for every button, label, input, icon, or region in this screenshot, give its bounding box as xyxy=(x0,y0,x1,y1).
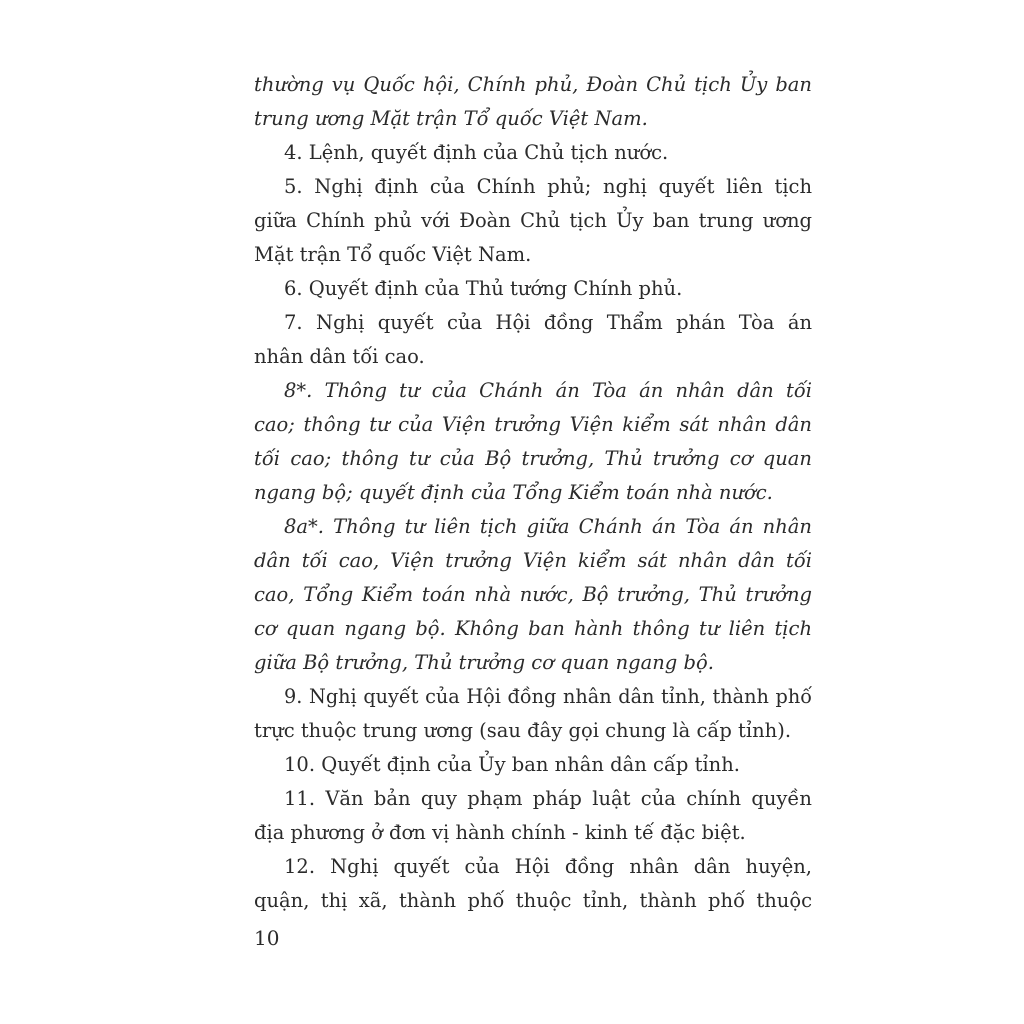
text-line: 8a*. Thông tư liên tịch giữa Chánh án Tòa án nhân xyxy=(284,515,812,538)
text-line: 5. Nghị định của Chính phủ; nghị quyết liên tịch xyxy=(284,175,812,198)
text-line: quận, thị xã, thành phố thuộc tỉnh, thành phố thuộc xyxy=(254,889,812,912)
text-line: tối cao; thông tư của Bộ trưởng, Thủ trưởng cơ quan xyxy=(254,447,812,470)
text-line: thường vụ Quốc hội, Chính phủ, Đoàn Chủ tịch Ủy ban xyxy=(254,73,812,96)
text-line: địa phương ở đơn vị hành chính - kinh tế đặc biệt. xyxy=(254,821,746,844)
text-line: 8*. Thông tư của Chánh án Tòa án nhân dân tối xyxy=(284,379,812,402)
body-text xyxy=(254,68,812,918)
text-line: 10. Quyết định của Ủy ban nhân dân cấp tỉnh. xyxy=(284,753,740,776)
text-line: cao, Tổng Kiểm toán nhà nước, Bộ trưởng, Thủ trưởng xyxy=(254,583,812,606)
text-line: Mặt trận Tổ quốc Việt Nam. xyxy=(254,243,532,266)
text-line: 12. Nghị quyết của Hội đồng nhân dân huyện, xyxy=(284,855,812,878)
text-line: 6. Quyết định của Thủ tướng Chính phủ. xyxy=(284,277,683,300)
text-line: giữa Chính phủ với Đoàn Chủ tịch Ủy ban trung ương xyxy=(254,209,812,232)
text-line: giữa Bộ trưởng, Thủ trưởng cơ quan ngang bộ. xyxy=(254,651,714,674)
text-line: nhân dân tối cao. xyxy=(254,345,425,368)
text-line: 7. Nghị quyết của Hội đồng Thẩm phán Tòa án xyxy=(284,311,812,334)
text-line: dân tối cao, Viện trưởng Viện kiểm sát nhân dân tối xyxy=(254,549,812,572)
text-line: 11. Văn bản quy phạm pháp luật của chính quyền xyxy=(284,787,812,810)
text-line: 9. Nghị quyết của Hội đồng nhân dân tỉnh, thành phố xyxy=(284,685,812,708)
page-number: 10 xyxy=(254,926,280,950)
text-line: trực thuộc trung ương (sau đây gọi chung là cấp tỉnh). xyxy=(254,719,792,742)
text-line: cơ quan ngang bộ. Không ban hành thông tư liên tịch xyxy=(254,617,812,640)
text-line: cao; thông tư của Viện trưởng Viện kiểm sát nhân dân xyxy=(254,413,812,436)
text-line: trung ương Mặt trận Tổ quốc Việt Nam. xyxy=(254,107,648,130)
text-line: ngang bộ; quyết định của Tổng Kiểm toán nhà nước. xyxy=(254,481,773,504)
text-line: 4. Lệnh, quyết định của Chủ tịch nước. xyxy=(284,141,669,164)
